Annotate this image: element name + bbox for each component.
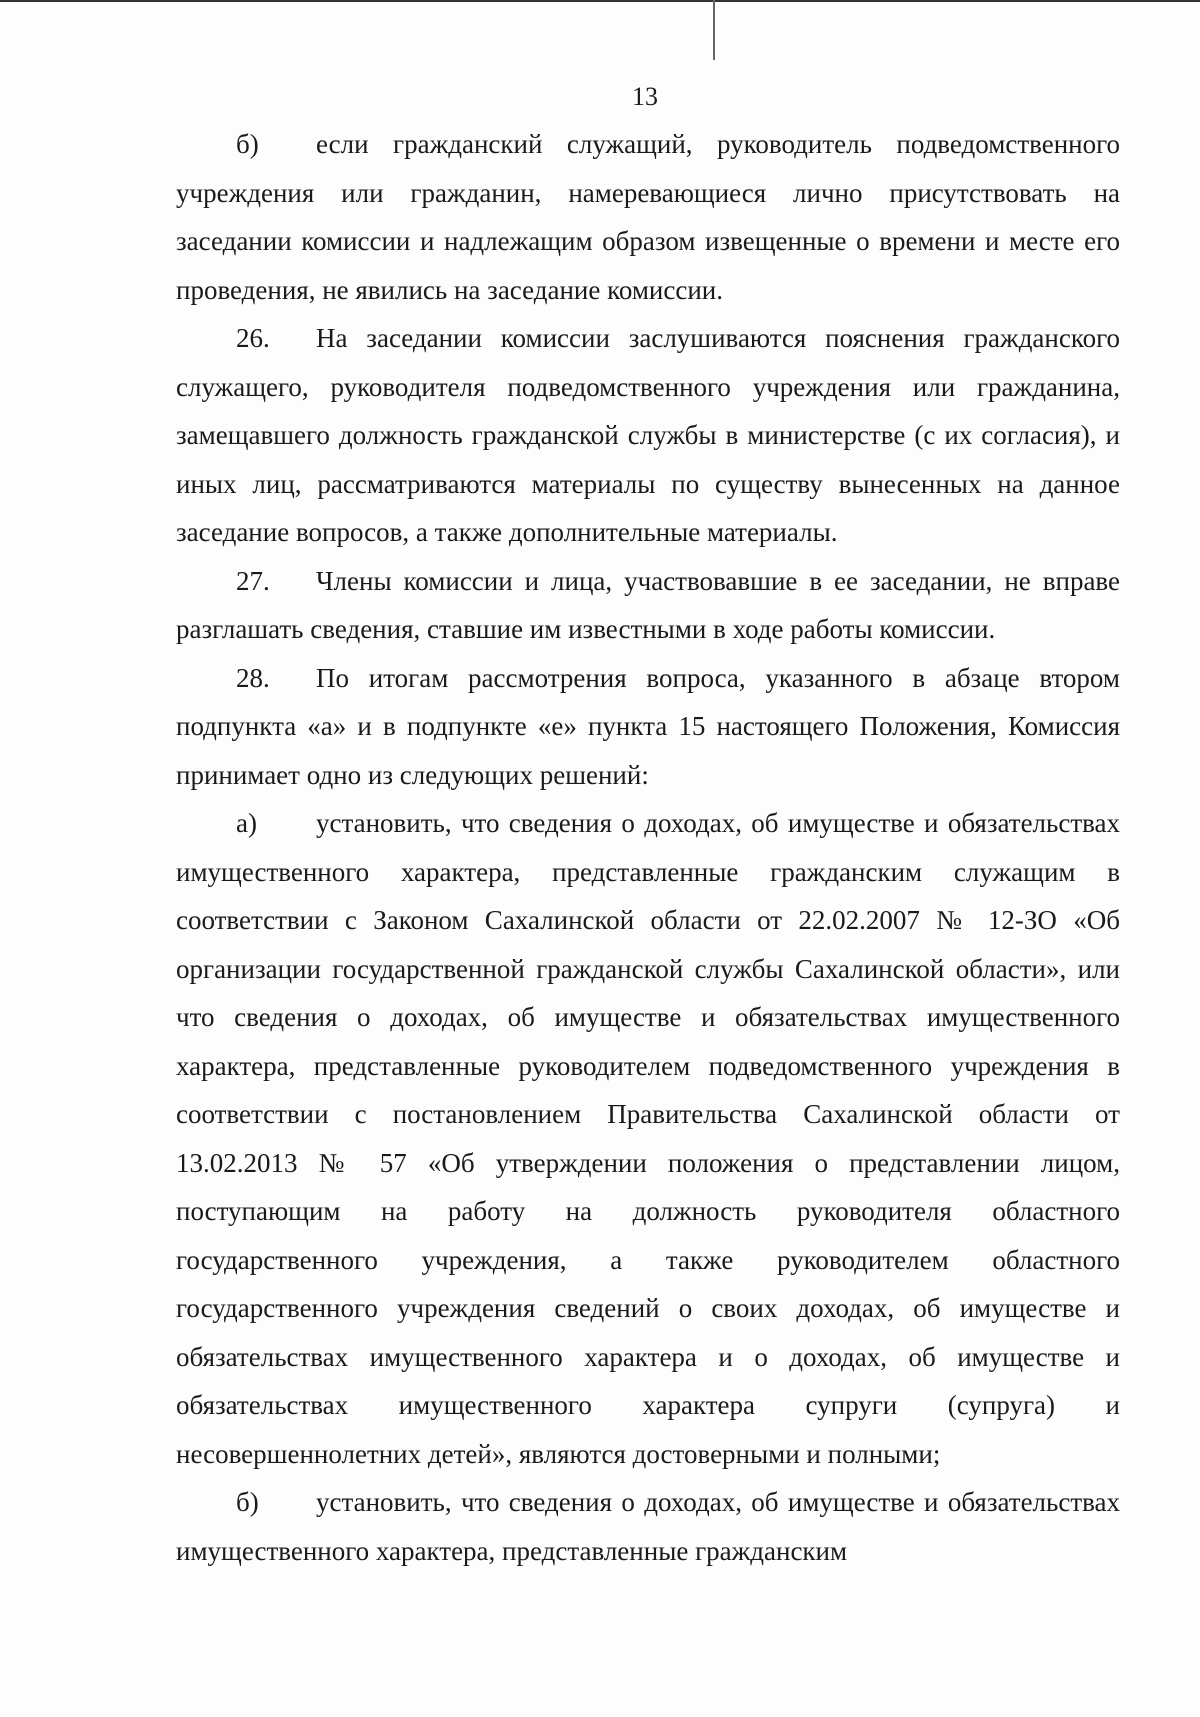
paragraph-text: если гражданский служащий, руководитель подведомственного учреждения или гражданин, намеревающиеся лично присутствовать на заседании комиссии и надлежащим образом извещенные о времени и месте его проведения, не явились на заседание комиссии.	[176, 129, 1120, 305]
paragraph-label: б)	[236, 1487, 259, 1517]
paragraph-label: 28.	[236, 662, 270, 693]
paragraph	[176, 557, 1120, 654]
paragraph-text: установить, что сведения о доходах, об имуществе и обязательствах имущественного характера, представленные гражданским	[176, 1487, 1120, 1566]
scan-border-top	[0, 0, 1200, 2]
paragraph-text: На заседании комиссии заслушиваются пояснения гражданского служащего, руководителя подведомственного учреждения или гражданина, замещавшего должность гражданской службы в министерстве (с их согласия), и иных лиц, рассматриваются материалы по существу вынесенных на данное заседание вопросов, а также дополнительные материалы.	[176, 323, 1120, 547]
paragraph	[176, 1478, 1120, 1575]
paragraph-text: По итогам рассмотрения вопроса, указанного в абзаце втором подпункта «а» и в подпункте «е» пункта 15 настоящего Положения, Комиссия принимает одно из следующих решений:	[176, 662, 1120, 790]
paragraph-text: Члены комиссии и лица, участвовавшие в ее заседании, не вправе разглашать сведения, ставшие им известными в ходе работы комиссии.	[176, 565, 1120, 644]
paragraph-label: 26.	[236, 323, 270, 353]
paragraph	[176, 314, 1120, 557]
paragraph-label: 27.	[236, 565, 270, 596]
paragraph-label: б)	[236, 129, 259, 159]
paragraph-label: а)	[236, 808, 257, 838]
paragraph	[176, 654, 1120, 800]
page-number: 13	[632, 82, 658, 111]
paragraph	[176, 799, 1120, 1478]
scan-artifact-line	[713, 0, 715, 60]
paragraph-text: установить, что сведения о доходах, об имуществе и обязательствах имущественного характера, представленные гражданским служащим в соответствии с Законом Сахалинской области от 22.02.2007 № 12-ЗО «Об организации государственной гражданской службы Сахалинской области», или что сведения о доходах, об имуществе и обязательствах имущественного характера, представленные руководителем подведомственного учреждения в соответствии с постановлением Правительства Сахалинской области от 13.02.2013 № 57 «Об утверждении положения о представлении лицом, поступающим на работу на должность руководителя областного государственного учреждения, а также руководителем областного государственного учреждения сведений о своих доходах, об имуществе и обязательствах имущественного характера и о доходах, об имуществе и обязательствах имущественного характера супруги (супруга) и несовершеннолетних детей», являются достоверными и полными;	[176, 808, 1120, 1469]
paragraph	[176, 120, 1120, 314]
document-body	[176, 120, 1120, 1575]
